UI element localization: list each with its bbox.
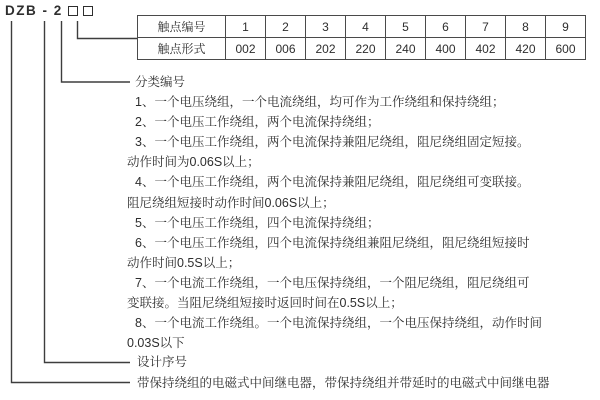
connector-design-serial [45,21,131,363]
classification-item-4-cont: 阻尼绕组短接时动作时间0.06S以上； [127,195,335,210]
classification-item-5: 5、一个电压工作绕组，四个电流保持绕组； [135,215,380,230]
classification-item-1: 1、一个电压绕组，一个电流绕组，均可作为工作绕组和保持绕组； [135,95,505,110]
classification-item-8-cont: 0.03S以下 [127,336,185,351]
contact-form-cell: 240 [386,38,426,60]
connector-contact-table [78,21,139,39]
design-serial-label: 设计序号 [137,355,188,369]
connector-relay-type [12,21,131,383]
contact-number-cell: 4 [346,16,386,38]
classification-item-6: 6、一个电压工作绕组，四个电流保持绕组兼阻尼绕组，阻尼绕组短接时 [135,235,530,250]
contact-form-cell: 400 [426,38,466,60]
classification-label: 分类编号 [135,75,186,89]
contact-number-cell: 3 [306,16,346,38]
contact-form-label: 触点形式 [138,38,226,60]
classification-item-7-cont: 变联接。当阻尼绕组短接时返回时间在0.5S以上； [127,296,403,311]
contact-form-row [138,38,586,60]
contact-form-cell: 202 [306,38,346,60]
contact-number-cell: 6 [426,16,466,38]
classification-item-3: 3、一个电压工作绕组，两个电流保持兼阻尼绕组，阻尼绕组固定短接。 [135,135,530,150]
contact-number-cell: 2 [266,16,306,38]
classification-item-3-cont: 动作时间为0.06S以上； [127,155,260,170]
contact-form-cell: 402 [466,38,506,60]
connector-classification [62,21,131,82]
relay-type-label: 带保持绕组的电磁式中间继电器，带保持绕组并带延时的电磁式中间继电器 [137,376,550,390]
contact-number-cell: 7 [466,16,506,38]
contact-form-cell: 220 [346,38,386,60]
classification-section [127,72,542,353]
contact-number-cell: 1 [226,16,266,38]
contact-form-cell: 006 [266,38,306,60]
contact-form-cell: 002 [226,38,266,60]
classification-item-4: 4、一个电压工作绕组，两个电流保持兼阻尼绕组，阻尼绕组可变联接。 [135,175,530,190]
contact-number-cell: 5 [386,16,426,38]
classification-item-7: 7、一个电流工作绕组，一个电压保持绕组，一个阻尼绕组，阻尼绕组可 [135,275,530,290]
contact-number-cell: 8 [506,16,546,38]
classification-item-6-cont: 动作时间0.5S以上； [127,255,241,270]
classification-item-8: 8、一个电流工作绕组。一个电流保持绕组，一个电压保持绕组，动作时间 [135,316,542,331]
contact-form-cell: 600 [546,38,586,60]
classification-item-2: 2、一个电压工作绕组，两个电流保持绕组； [135,115,380,130]
contact-form-cell: 420 [506,38,546,60]
contact-table [137,15,586,60]
model-prefix: DZB - 2 [5,3,63,18]
contact-number-row [138,16,586,38]
contact-number-cell: 9 [546,16,586,38]
contact-number-label: 触点编号 [138,16,226,38]
